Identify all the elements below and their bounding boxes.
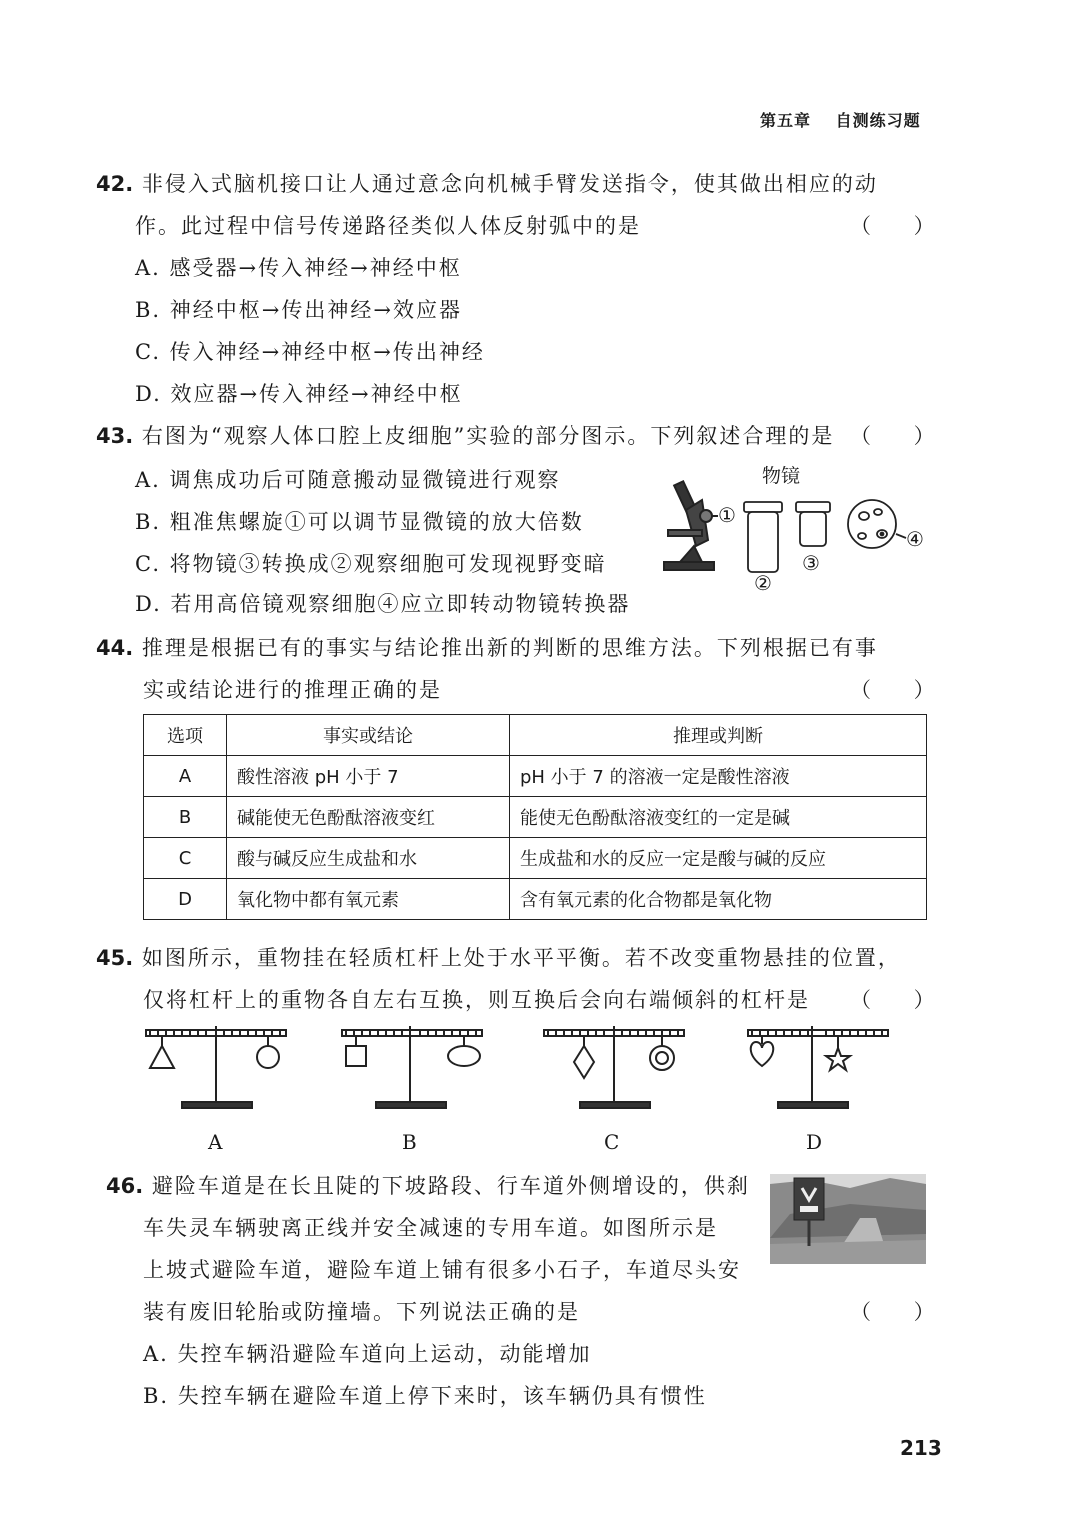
q43-line1 <box>96 420 834 450</box>
diamond-weight-icon <box>574 1046 594 1078</box>
table-row <box>144 797 927 838</box>
q46-number: 46. <box>106 1174 144 1198</box>
table-header: 事实或结论 <box>227 715 510 756</box>
ellipse-weight-icon <box>448 1046 480 1066</box>
table-cell: 酸与碱反应生成盐和水 <box>227 838 510 879</box>
q43-answer-paren[interactable]: （ ） <box>850 424 953 448</box>
objective-label: 物镜 <box>762 465 801 487</box>
table-cell: 能使无色酚酞溶液变红的一定是碱 <box>510 797 927 838</box>
q43-option-b[interactable]: B. 粗准焦螺旋①可以调节显微镜的放大倍数 <box>135 510 584 534</box>
table-cell: B <box>144 797 227 838</box>
table-header: 推理或判断 <box>510 715 927 756</box>
q42-option-d[interactable]: D. 效应器→传入神经→神经中枢 <box>135 382 463 406</box>
q46-line3: 上坡式避险车道，避险车道上铺有很多小石子，车道尽头安 <box>143 1258 741 1282</box>
microscope-icon <box>664 481 718 570</box>
table-cell: C <box>144 838 227 879</box>
q46-line1 <box>106 1170 750 1200</box>
q46-line2: 车失灵车辆驶离正线并安全减速的专用车道。如图所示是 <box>143 1216 718 1240</box>
q43-option-a[interactable]: A. 调焦成功后可随意搬动显微镜进行观察 <box>135 468 561 492</box>
triangle-weight-icon <box>150 1046 174 1068</box>
table-cell: 酸性溶液 pH 小于 7 <box>227 756 510 797</box>
table-row <box>144 879 927 920</box>
square-weight-icon <box>346 1046 366 1066</box>
lever-a-label: A <box>208 1130 223 1154</box>
q44-line1 <box>96 632 878 662</box>
cell-view-icon <box>848 500 906 548</box>
table-cell: A <box>144 756 227 797</box>
lever-c-label: C <box>604 1130 620 1154</box>
q46-answer-paren[interactable]: （ ） <box>850 1300 953 1324</box>
table-row <box>144 838 927 879</box>
table-cell: pH 小于 7 的溶液一定是酸性溶液 <box>510 756 927 797</box>
q46-text1: 避险车道是在长且陡的下坡路段、行车道外侧增设的，供刹 <box>151 1174 750 1198</box>
table-header-row <box>144 715 927 756</box>
q42-option-b[interactable]: B. 神经中枢→传出神经→效应器 <box>135 298 462 322</box>
q42-text1: 非侵入式脑机接口让人通过意念向机械手臂发送指令，使其做出相应的动 <box>141 172 878 196</box>
escape-lane-photo <box>770 1174 926 1264</box>
q43-text1: 右图为“观察人体口腔上皮细胞”实验的部分图示。下列叙述合理的是 <box>141 424 835 448</box>
q45-line2: 仅将杠杆上的重物各自左右互换，则互换后会向右端倾斜的杠杆是 <box>143 988 810 1012</box>
mark-2-label: ② <box>754 571 772 595</box>
q44-number: 44. <box>96 636 134 660</box>
q43-number: 43. <box>96 424 134 448</box>
page-header <box>760 108 921 131</box>
q46-option-a[interactable]: A. 失控车辆沿避险车道向上运动，动能增加 <box>143 1342 592 1366</box>
q44-text1: 推理是根据已有的事实与结论推出新的判断的思维方法。下列根据已有事 <box>141 636 878 660</box>
lever-d-label: D <box>806 1130 823 1154</box>
q44-answer-paren[interactable]: （ ） <box>850 678 953 702</box>
q42-line1 <box>96 168 878 198</box>
table-cell: 生成盐和水的反应一定是酸与碱的反应 <box>510 838 927 879</box>
section-label: 自测练习题 <box>835 111 921 130</box>
table-row <box>144 756 927 797</box>
q46-line4: 装有废旧轮胎或防撞墙。下列说法正确的是 <box>143 1300 580 1324</box>
q42-answer-paren[interactable]: （ ） <box>850 214 953 238</box>
q42-option-c[interactable]: C. 传入神经→神经中枢→传出神经 <box>135 340 485 364</box>
objective-short-icon <box>796 502 830 546</box>
chapter-label: 第五章 <box>760 111 812 130</box>
q44-line2: 实或结论进行的推理正确的是 <box>143 678 442 702</box>
q46-option-b[interactable]: B. 失控车辆在避险车道上停下来时，该车辆仍具有惯性 <box>143 1384 707 1408</box>
lever-b-label: B <box>402 1130 417 1154</box>
lever-a-figure[interactable] <box>140 1024 300 1119</box>
table-cell: 碱能使无色酚酞溶液变红 <box>227 797 510 838</box>
lever-d-figure[interactable] <box>742 1024 902 1119</box>
microscope-figure <box>650 460 940 595</box>
q45-number: 45. <box>96 946 134 970</box>
objective-long-icon <box>744 502 782 572</box>
mark-4-label: ④ <box>906 527 924 551</box>
reasoning-table <box>143 714 927 920</box>
mark-3-label: ③ <box>802 551 820 575</box>
q43-option-c[interactable]: C. 将物镜③转换成②观察细胞可发现视野变暗 <box>135 552 607 576</box>
q43-option-d[interactable]: D. 若用高倍镜观察细胞④应立即转动物镜转换器 <box>135 592 631 616</box>
q45-line1 <box>96 942 901 972</box>
star-weight-icon <box>826 1048 850 1070</box>
mark-1-label: ① <box>718 503 736 527</box>
q45-text1: 如图所示，重物挂在轻质杠杆上处于水平平衡。若不改变重物悬挂的位置， <box>141 946 901 970</box>
ring-weight-icon <box>650 1046 674 1070</box>
heart-weight-icon <box>751 1042 774 1066</box>
table-header: 选项 <box>144 715 227 756</box>
lever-c-figure[interactable] <box>538 1024 698 1119</box>
circle-weight-icon <box>257 1046 279 1068</box>
q42-option-a[interactable]: A. 感受器→传入神经→神经中枢 <box>135 256 462 280</box>
q42-line2: 作。此过程中信号传递路径类似人体反射弧中的是 <box>135 214 641 238</box>
lever-b-figure[interactable] <box>336 1024 496 1119</box>
table-cell: 含有氧元素的化合物都是氧化物 <box>510 879 927 920</box>
table-cell: D <box>144 879 227 920</box>
page-number: 213 <box>900 1436 942 1460</box>
table-cell: 氧化物中都有氧元素 <box>227 879 510 920</box>
q42-number: 42. <box>96 172 134 196</box>
q45-answer-paren[interactable]: （ ） <box>850 988 953 1012</box>
